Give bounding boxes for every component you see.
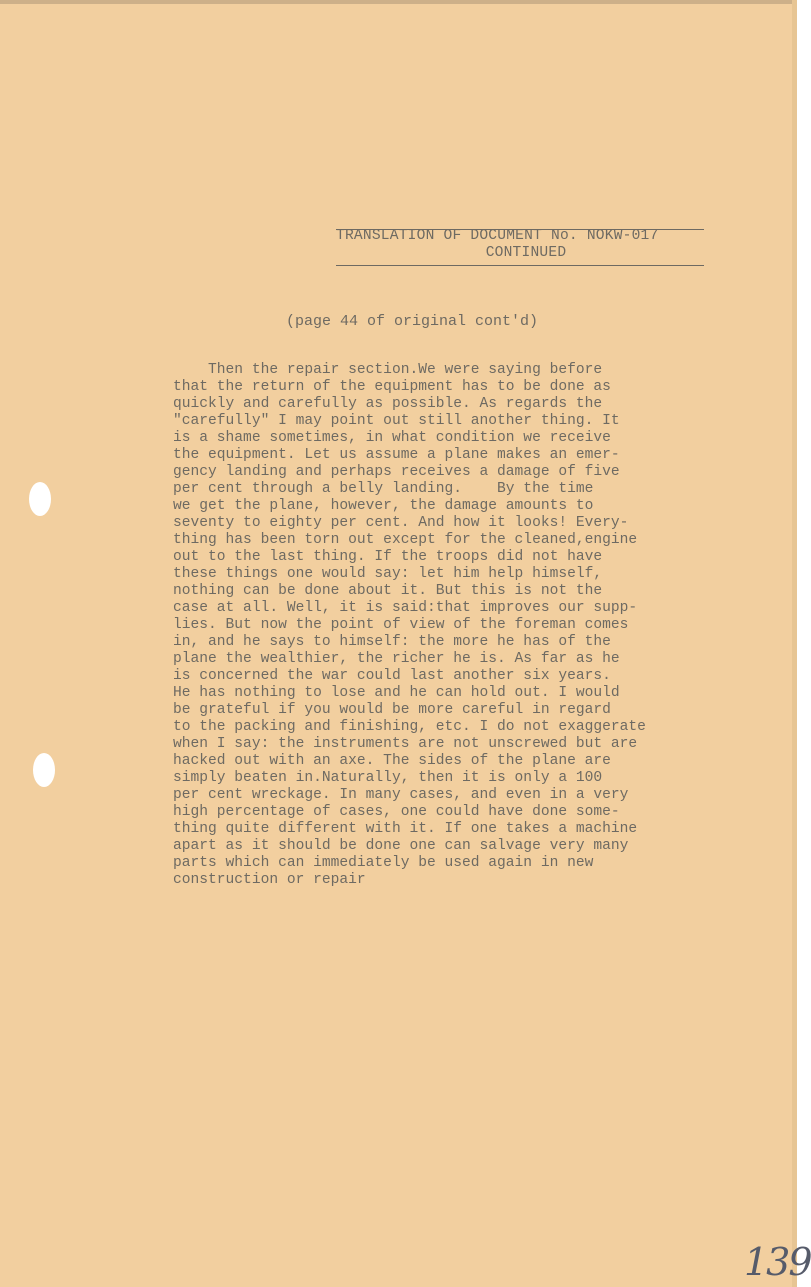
body-line: these things one would say: let him help himself,	[173, 566, 603, 582]
body-line: simply beaten in.Naturally, then it is only a 100	[173, 770, 603, 786]
body-line: to the packing and finishing, etc. I do not exaggerate	[173, 719, 646, 735]
heading-bottom-rule	[336, 265, 704, 266]
body-line: per cent wreckage. In many cases, and even in a very	[173, 787, 629, 803]
heading-continued: CONTINUED	[485, 245, 567, 261]
body-line: nothing can be done about it. But this is not the	[173, 583, 603, 599]
body-line: case at all. Well, it is said:that improves our supp-	[173, 600, 638, 616]
body-line: be grateful if you would be more careful in regard	[173, 702, 611, 718]
body-line: hacked out with an axe. The sides of the plane are	[173, 753, 611, 769]
body-line: construction or repair	[173, 872, 366, 888]
body-line: lies. But now the point of view of the foreman comes	[173, 617, 629, 633]
body-line: He has nothing to lose and he can hold out. I would	[173, 685, 620, 701]
body-paragraph	[173, 362, 733, 889]
body-line: gency landing and perhaps receives a damage of five	[173, 464, 620, 480]
document-heading	[336, 228, 704, 262]
scan-top-edge	[0, 0, 797, 4]
body-line: plane the wealthier, the richer he is. As far as he	[173, 651, 620, 667]
body-line: thing quite different with it. If one takes a machine	[173, 821, 638, 837]
page-reference-note: (page 44 of original cont'd)	[286, 313, 539, 330]
heading-title: TRANSLATION OF DOCUMENT No. NOKW-017	[336, 228, 659, 244]
body-line: out to the last thing. If the troops did not have	[173, 549, 603, 565]
body-line: when I say: the instruments are not unscrewed but are	[173, 736, 638, 752]
body-line: Then the repair section.We were saying before	[173, 362, 603, 378]
body-line: the equipment. Let us assume a plane makes an emer-	[173, 447, 620, 463]
body-line: seventy to eighty per cent. And how it looks! Every-	[173, 515, 629, 531]
body-line: quickly and carefully as possible. As regards the	[173, 396, 603, 412]
punch-hole	[29, 482, 51, 516]
body-line: apart as it should be done one can salvage very many	[173, 838, 629, 854]
body-line: in, and he says to himself: the more he has of the	[173, 634, 611, 650]
body-line: that the return of the equipment has to be done as	[173, 379, 611, 395]
body-line: per cent through a belly landing. By the time	[173, 481, 594, 497]
handwritten-page-number: 139	[744, 1240, 811, 1284]
body-line: high percentage of cases, one could have done some-	[173, 804, 620, 820]
scan-right-edge	[792, 0, 797, 1287]
body-line: parts which can immediately be used again in new	[173, 855, 594, 871]
body-line: is a shame sometimes, in what condition we receive	[173, 430, 611, 446]
body-line: "carefully" I may point out still another thing. It	[173, 413, 620, 429]
body-line: thing has been torn out except for the cleaned,engine	[173, 532, 638, 548]
punch-hole	[33, 753, 55, 787]
body-line: is concerned the war could last another six years.	[173, 668, 611, 684]
body-line: we get the plane, however, the damage amounts to	[173, 498, 594, 514]
